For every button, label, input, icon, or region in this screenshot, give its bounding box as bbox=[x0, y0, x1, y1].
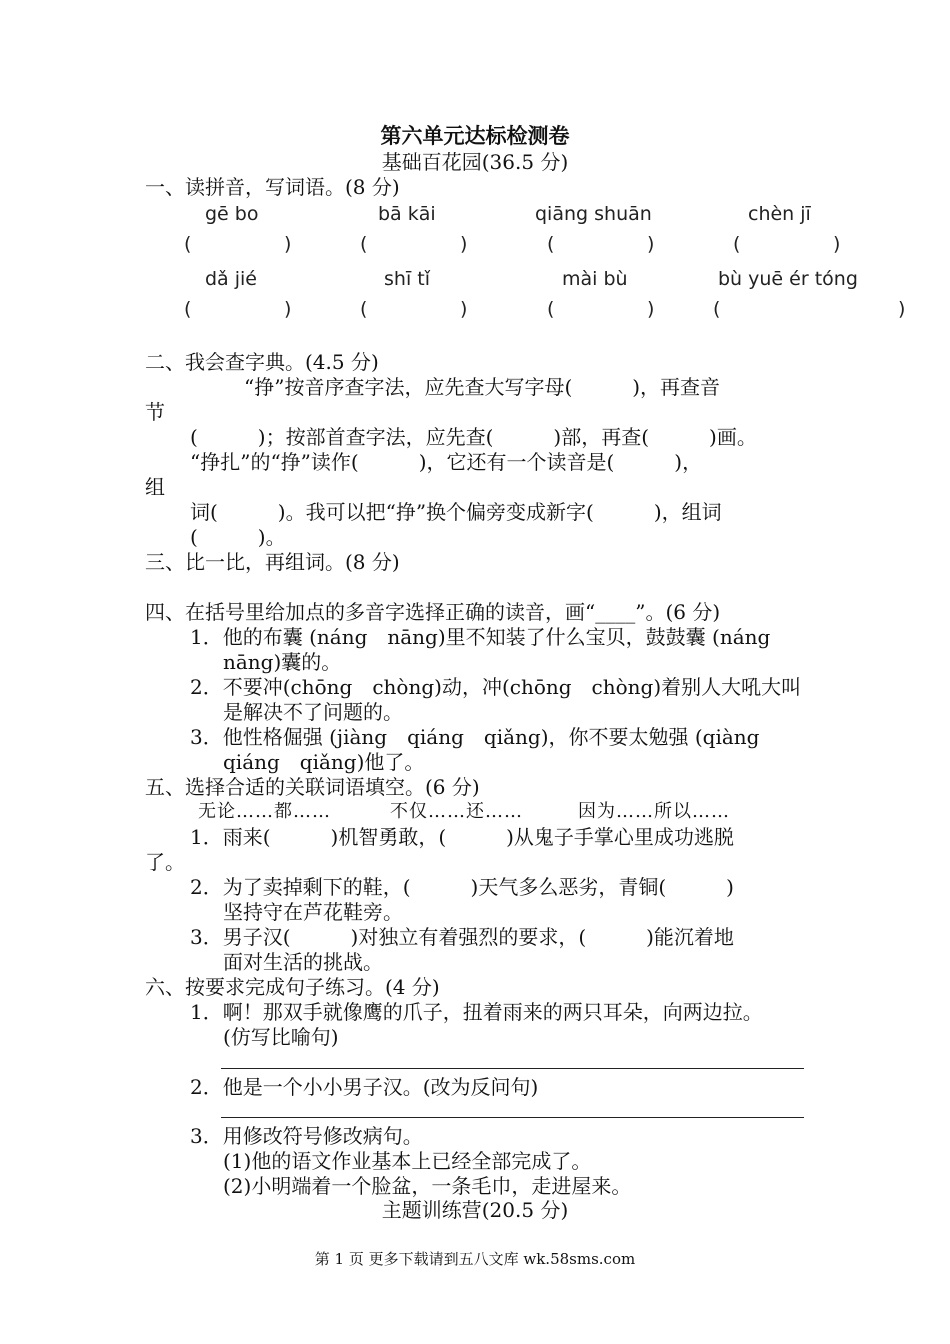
s3-heading: 三、比一比，再组词。(8 分) bbox=[145, 550, 400, 574]
s5-q1: 1．雨来( )机智勇敢，( )从鬼子手掌心里成功逃脱 bbox=[190, 825, 734, 849]
page-footer: 第 1 页 更多下载请到五八文库 wk.58sms.com bbox=[314, 1250, 636, 1268]
s5-q3-cont: 面对生活的挑战。 bbox=[223, 950, 383, 974]
s4-q2: 2．不要冲(chōng chòng)动，冲(chōng chòng)着别人大吼大叫 bbox=[190, 675, 802, 699]
s2-line: 词( )。我可以把“挣”换个偏旁变成新字( )，组词 bbox=[190, 500, 722, 524]
answer-box-close: ) bbox=[284, 298, 292, 320]
s5-heading: 五、选择合适的关联词语填空。(6 分) bbox=[145, 775, 480, 799]
answer-box-open: ( bbox=[360, 298, 368, 320]
part1-heading: 基础百花园(36.5 分) bbox=[381, 150, 569, 174]
s5-q1-cont: 了。 bbox=[145, 850, 185, 874]
s2-line: “挣”按音序查字法，应先查大写字母( )，再查音 bbox=[244, 375, 721, 399]
pinyin-maibu: mài bù bbox=[562, 268, 628, 290]
s1-heading: 一、读拼音，写词语。(8 分) bbox=[145, 175, 400, 199]
pinyin-buyueertong: bù yuē ér tóng bbox=[718, 268, 858, 290]
s2-line: “挣扎”的“挣”读作( )，它还有一个读音是( )， bbox=[190, 450, 703, 474]
s5-q3: 3．男子汉( )对独立有着强烈的要求，( )能沉着地 bbox=[190, 925, 734, 949]
s2-line: 组 bbox=[145, 475, 165, 499]
answer-box-open: ( bbox=[713, 298, 721, 320]
answer-line[interactable] bbox=[221, 1068, 804, 1069]
page-title: 第六单元达标检测卷 bbox=[380, 123, 570, 148]
answer-box-open: ( bbox=[547, 298, 555, 320]
pinyin-gebo: gē bo bbox=[205, 203, 259, 225]
answer-box-close: ) bbox=[460, 298, 468, 320]
s6-q1: 1．啊！那双手就像鹰的爪子，扭着雨来的两只耳朵，向两边拉。 bbox=[190, 1000, 763, 1024]
pinyin-bakai: bā kāi bbox=[378, 203, 436, 225]
answer-box-open: ( bbox=[733, 233, 741, 255]
answer-box-close: ) bbox=[647, 298, 655, 320]
s6-q3-item2: (2)小明端着一个脸盆，一条毛巾，走进屋来。 bbox=[223, 1174, 632, 1198]
s2-line: ( )；按部首查字法，应先查( )部，再查( )画。 bbox=[190, 425, 757, 449]
answer-box-close: ) bbox=[898, 298, 906, 320]
s2-heading: 二、我会查字典。(4.5 分) bbox=[145, 350, 379, 374]
s4-q3-cont: qiáng qiǎng)他了。 bbox=[223, 750, 425, 774]
s4-q2-cont: 是解决不了问题的。 bbox=[223, 700, 403, 724]
s2-line: ( )。 bbox=[190, 525, 286, 549]
answer-box-open: ( bbox=[547, 233, 555, 255]
s4-q3: 3．他性格倔强 (jiàng qiáng qiǎng)，你不要太勉强 (qiàng bbox=[190, 725, 760, 749]
answer-box-open: ( bbox=[360, 233, 368, 255]
answer-box-close: ) bbox=[284, 233, 292, 255]
answer-box-close: ) bbox=[460, 233, 468, 255]
answer-line[interactable] bbox=[221, 1117, 804, 1118]
part2-heading: 主题训练营(20.5 分) bbox=[381, 1198, 569, 1222]
conjunction-option: 不仅……还…… bbox=[390, 801, 523, 822]
answer-box-close: ) bbox=[647, 233, 655, 255]
answer-box-open: ( bbox=[184, 298, 192, 320]
s6-q3-item1: (1)他的语文作业基本上已经全部完成了。 bbox=[223, 1149, 592, 1173]
conjunction-option: 无论……都…… bbox=[198, 801, 331, 822]
s6-q2: 2．他是一个小小男子汉。(改为反问句) bbox=[190, 1075, 539, 1099]
s5-q2-cont: 坚持守在芦花鞋旁。 bbox=[223, 900, 403, 924]
s2-line: 节 bbox=[145, 400, 165, 424]
pinyin-shiti: shī tǐ bbox=[384, 268, 430, 290]
answer-box-close: ) bbox=[833, 233, 841, 255]
answer-box-open: ( bbox=[184, 233, 192, 255]
pinyin-dajie: dǎ jié bbox=[205, 268, 257, 290]
s4-heading: 四、在括号里给加点的多音字选择正确的读音，画“____”。(6 分) bbox=[145, 600, 721, 624]
s4-q1-cont: nāng)囊的。 bbox=[223, 650, 342, 674]
pinyin-qiangshuan: qiāng shuān bbox=[535, 203, 652, 225]
s5-q2: 2．为了卖掉剩下的鞋，( )天气多么恶劣，青铜( ) bbox=[190, 875, 734, 899]
s6-q1-instruction: (仿写比喻句) bbox=[223, 1025, 339, 1049]
s6-q3: 3．用修改符号修改病句。 bbox=[190, 1124, 423, 1148]
pinyin-chenji: chèn jī bbox=[748, 203, 811, 225]
conjunction-option: 因为……所以…… bbox=[578, 801, 730, 822]
s6-heading: 六、按要求完成句子练习。(4 分) bbox=[145, 975, 440, 999]
s4-q1: 1．他的布囊 (náng nāng)里不知装了什么宝贝，鼓鼓囊 (náng bbox=[190, 625, 771, 649]
